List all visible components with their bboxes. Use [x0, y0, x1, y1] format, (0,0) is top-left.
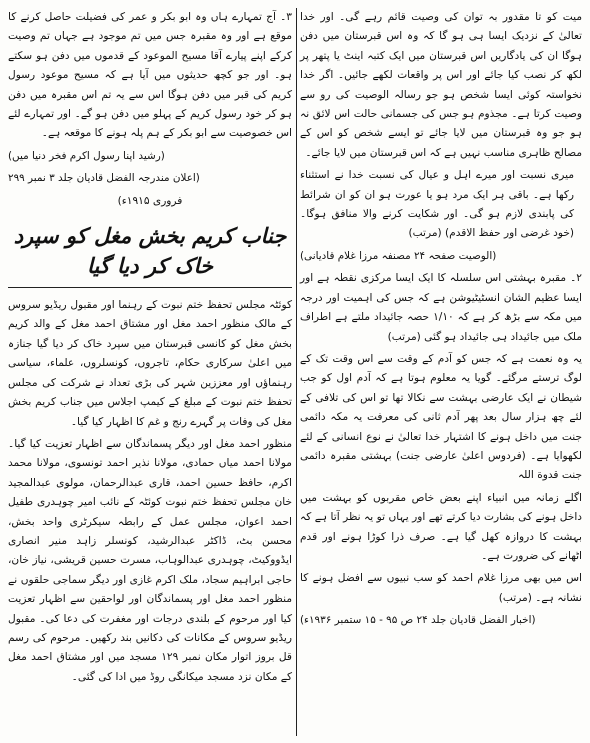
paragraph-abu-bakr: ۳۔ آج تمہارے ہاں وہ ابو بکر و عمر کی فضیلت حاصل کرنے کا موقع ہے اور وہ مقبرہ جس میں تم موجود ہے جہاں تم وصیت کرکے اپنے پیارے آقا مسیح الموعود کے قدموں میں دفن ہو سکتے ہو۔ اور جو کچھ حدیثوں میں آیا ہے کہ مسیح موعود رسول کریم کی قبر میں دفن ہوگا اس سے یہ تم اس مقبرہ میں دفن ہو کر خود رسول کریم کے پہلو میں دفن ہو گے۔ اور تمہارے لئے اس خصوصیت سے ابو بکر کے ہم پلہ ہونے کا موقعہ ہے۔ — [8, 11, 292, 140]
quote-reference: (الوصیت صفحہ ۲۴ مصنفہ مرزا غلام قادیانی) — [300, 249, 497, 262]
news-headline-box — [8, 221, 292, 288]
news-paragraph-2: منظور احمد مغل اور دیگر پسماندگان سے اظہار تعزیت کیا گیا۔ مولانا احمد میاں حمادی، مولانا نذیر احمد تونسوی، مولانا محمد اکرم، حافظ حسین احمد، قاری عبدالرحمان، مولوی عبدالمجید خان مجلس تحفظ ختم نبوت کوئٹہ کے نائب امیر چوہدری طفیل احمد اعوان، مجلس عمل کے رابطہ سیکرٹری واحد بخش، محسن بٹ، ڈاکٹر عبدالرشید، کونسلر زاہد منیر انصاری ایڈووکیٹ، چوہدری عبدالوہاب، مسرت حسین قریشی، نیاز خان، حاجی ابراہیم سجاد، ملک اکرم غازی اور دیگر سماجی حلقوں نے منظور احمد مغل اور پسماندگان اور لواحقین سے اظہار تعزیت کیا اور مرحوم کے بلندی درجات اور مغفرت کی دعا کی۔ مقبول ریڈیو سروس کے مکانات کی دکانیں بند رکھیں۔ مرحوم کی رسم قل بروز اتوار مکان نمبر ۱۲۹ مسجد میں اور مشتاق احمد مغل کے مکان نزد مسجد میکانگی روڈ میں ادا کی گئی۔ — [8, 437, 292, 683]
quote-block: میری نسبت اور میرے اہل و عیال کی نسبت خدا نے استثناء رکھا ہے۔ باقی ہر ایک مرد ہو یا عورت ہو ان کو ان شرائط کی پابندی لازم ہو گی۔ اور شکایت کرنے والا منافق ہوگا۔ (خود غرضی اور حفظ الاقدم) (مرتب) — [300, 169, 574, 240]
paragraph-naimat: یہ وہ نعمت ہے کہ جس کو آدم کے وقت سے اس وقت تک کے لوگ ترستے مرگئے۔ گویا یہ معلوم ہوتا ہے کہ آدم اول کو جب شیطان نے ایک عارضی بہشت سے نکالا تھا تو اس کی تلافی کے لئے چھ ہزار سال بعد پھر آدم ثانی کی معرفت یہ مکہ دائمی جنت میں داخل ہونے کا اشتہار خدا تعالیٰ نے نوع انسانی کے لئے لکھوایا ہے۔ (فردوس اعلیٰ عارضی جنت) بہشتی مقبرہ دائمی جنت قدوة اللہ — [300, 352, 582, 482]
paragraph-maqbara: ۲۔ مقبرہ بہشتی اس سلسلہ کا ایک ایسا مرکزی نقطہ ہے اور ایسا عظیم الشان انسٹیٹیوشن ہے کہ جس کی اہمیت اور درجہ میں مکہ سے بڑھ کر ہے کہ ۱/۱۰ حصہ جائیداد ملتے ہے اطراف ملک میں جائیداد ہی جائیداد ہو گئی (مرتب) — [300, 272, 582, 343]
paragraph-wasiyat: میت کو تا مقدور بہ توان کی وصیت قائم رہے گی۔ اور خدا تعالیٰ کے نزدیک ایسا ہی ہو گا کہ وہ اس قبرستان میں دفن ہوگا ان کی یادگاریں اس قبرستان میں ایک کتبہ اینٹ یا پتھر پر لکھ کر نصب کیا جائے اور اس پر واقعات لکھے جائیں۔ اگر خدا نخواستہ کوئی ایسا شخص ہو جو رسالہ الوصیت کی رو سے وصیت کرتا ہے۔ مجذوم ہو جس کی جسمانی حالت اس لائق نہ ہو جو وہ قبرستان میں لایا جائے تو ایسے شخص کو اس کے مصالح ظاہری مناسب نہیں ہے کہ اس قبرستان میں لایا جائے۔ — [300, 11, 582, 159]
column-divider — [296, 8, 297, 736]
news-paragraph-1: کوئٹہ مجلس تحفظ ختم نبوت کے رہنما اور مقبول ریڈیو سروس کے مالک منظور احمد مغل اور مشتاق احمد مغل کے والد کریم بخش مغل کو کانسی قبرستان میں سپرد خاک کر دیا گیا جنازہ میں اعلیٰ سرکاری حکام، تاجروں، کونسلروں، علماء، سیاسی رہنماؤں اور معززین شہر کی بڑی تعداد نے شرکت کی مجلس تحفظ ختم نبوت کے مبلغ کے کیمپ اجلاس میں جناب کریم بخش مغل کی وفات پر گہرے رنج و غم کا اظہار کیا گیا۔ — [8, 299, 292, 428]
paragraph-note: اس میں بھی مرزا غلام احمد کو سب نبیوں سے افضل ہونے کا نشانہ ہے۔ (مرتب) — [300, 572, 582, 604]
paragraph-note: (رشید اپنا رسول اکرم فخر دنیا میں) — [8, 149, 165, 162]
announcement-reference: (اعلان مندرجہ الفضل قادیان جلد ۳ نمبر ۲۹۹ — [8, 172, 200, 185]
right-column — [300, 8, 582, 634]
news-headline: جناب کریم بخش مغل کو سپرد خاک کر دیا گیا — [13, 224, 287, 279]
left-column — [8, 8, 292, 690]
paragraph-anbiya: اگلے زمانہ میں انبیاء اپنے بعض خاص مقربوں کو بہشت میں داخل ہونے کی بشارت دیا کرتے تھے اور یہاں تو یہ نظر آتا ہے کہ بہشت کا دروازہ کھل گیا ہے۔ صرف ذرا کوڑا ہونے اور قدم اٹھانے کی ضرورت ہے۔ — [300, 491, 582, 562]
source-reference: (اخبار الفضل قادیان جلد ۲۴ ص ۹۵ - ۱۵ ستمبر ۱۹۳۶ء) — [300, 614, 536, 627]
announcement-date: فروری ۱۹۱۵ء) — [117, 194, 183, 207]
